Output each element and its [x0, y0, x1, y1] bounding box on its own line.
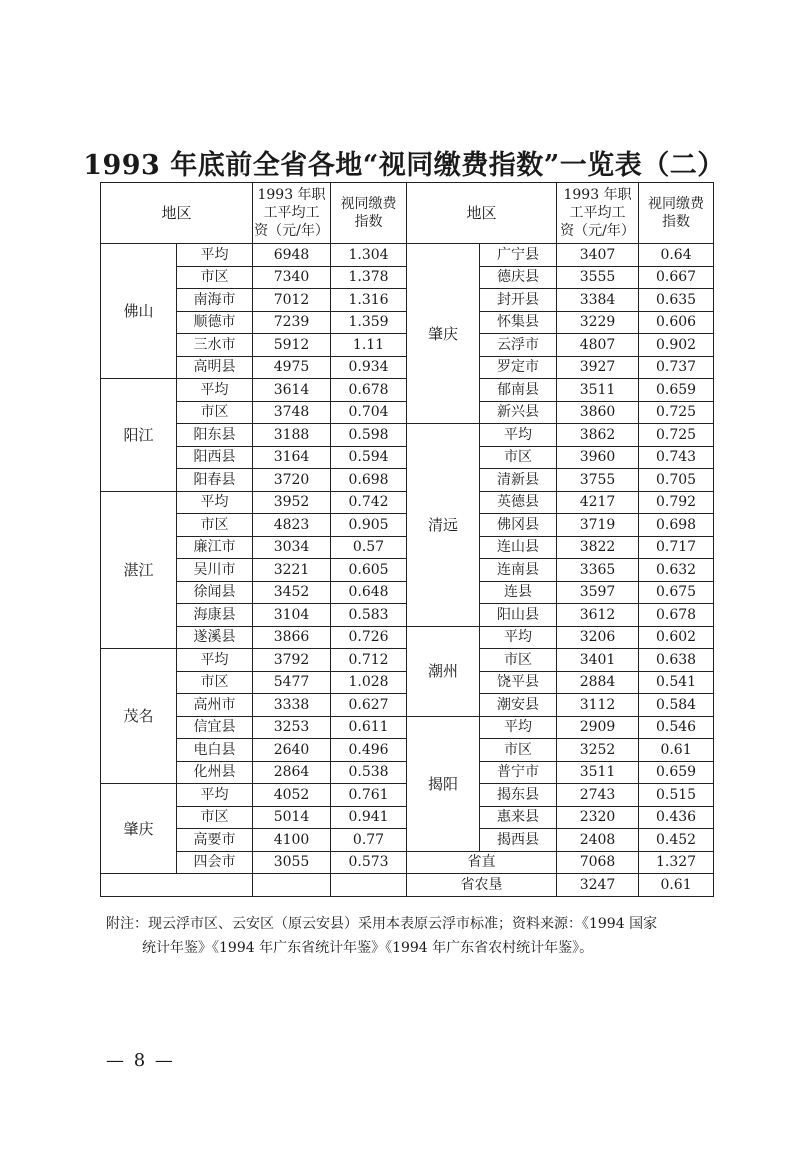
- subregion-cell: 平均: [177, 379, 253, 402]
- region-group-cell: 清远: [407, 424, 480, 627]
- wage-cell: 3338: [253, 694, 331, 717]
- subregion-cell: 新兴县: [480, 401, 557, 424]
- wage-cell: 3720: [253, 469, 331, 492]
- header-wage-line: 工平均工: [569, 205, 626, 221]
- header-wage: [253, 183, 331, 244]
- wage-cell: 3511: [557, 379, 639, 402]
- wage-cell: 3614: [253, 379, 331, 402]
- subregion-cell: 罗定市: [480, 356, 557, 379]
- header-index-line: 视同缴费: [648, 196, 705, 212]
- subregion-cell: 海康县: [177, 604, 253, 627]
- subregion-cell: 平均: [480, 424, 557, 447]
- index-cell: 1.327: [639, 851, 714, 874]
- subregion-cell: 市区: [480, 739, 557, 762]
- wage-cell: 7012: [253, 289, 331, 312]
- wage-cell: 7239: [253, 311, 331, 334]
- subregion-cell: 高州市: [177, 694, 253, 717]
- index-cell: 0.546: [639, 716, 714, 739]
- subregion-cell: 市区: [177, 401, 253, 424]
- index-cell: 0.61: [639, 874, 714, 897]
- index-cell: 0.57: [331, 536, 407, 559]
- wage-cell: 3384: [557, 289, 639, 312]
- region-group-cell: 揭阳: [407, 716, 480, 851]
- subregion-cell: 连县: [480, 581, 557, 604]
- wage-cell: 2743: [557, 784, 639, 807]
- subregion-cell: 高明县: [177, 356, 253, 379]
- subregion-cell: 封开县: [480, 289, 557, 312]
- table-row: [101, 244, 714, 267]
- index-cell: 0.638: [639, 649, 714, 672]
- subregion-cell: 云浮市: [480, 334, 557, 357]
- subregion-cell: 省直: [407, 851, 557, 874]
- subregion-cell: 清新县: [480, 469, 557, 492]
- index-cell: 0.573: [331, 851, 407, 874]
- wage-cell: 6948: [253, 244, 331, 267]
- wage-cell: 3860: [557, 401, 639, 424]
- subregion-cell: 平均: [480, 716, 557, 739]
- table-row: [101, 716, 714, 739]
- index-cell: 0.725: [639, 424, 714, 447]
- subregion-cell: 顺德市: [177, 311, 253, 334]
- index-cell: 0.667: [639, 266, 714, 289]
- subregion-cell: 英德县: [480, 491, 557, 514]
- index-cell: 0.659: [639, 761, 714, 784]
- index-cell: 0.605: [331, 559, 407, 582]
- subregion-cell: 饶平县: [480, 671, 557, 694]
- index-cell: 1.359: [331, 311, 407, 334]
- index-cell: 1.316: [331, 289, 407, 312]
- index-cell: 0.606: [639, 311, 714, 334]
- wage-cell: 3719: [557, 514, 639, 537]
- wage-cell: 5014: [253, 806, 331, 829]
- subregion-cell: 化州县: [177, 761, 253, 784]
- subregion-cell: 市区: [480, 649, 557, 672]
- subregion-cell: 市区: [480, 446, 557, 469]
- footnote: [106, 912, 716, 960]
- index-cell: 0.761: [331, 784, 407, 807]
- wage-cell: 3597: [557, 581, 639, 604]
- table-row: [101, 626, 714, 649]
- subregion-cell: 吴川市: [177, 559, 253, 582]
- header-wage-line: 资（元/年）: [254, 223, 329, 239]
- subregion-cell: 平均: [177, 784, 253, 807]
- index-cell: 0.452: [639, 829, 714, 852]
- index-cell: 1.11: [331, 334, 407, 357]
- header-region: 地区: [101, 183, 253, 244]
- wage-cell: 7068: [557, 851, 639, 874]
- subregion-cell: 平均: [177, 649, 253, 672]
- subregion-cell: 阳春县: [177, 469, 253, 492]
- wage-cell: 2320: [557, 806, 639, 829]
- region-group-cell: 佛山: [101, 244, 177, 379]
- index-cell: 0.726: [331, 626, 407, 649]
- table-row: [101, 424, 714, 447]
- wage-cell: 2864: [253, 761, 331, 784]
- region-group-cell: 潮州: [407, 626, 480, 716]
- subregion-cell: 市区: [177, 514, 253, 537]
- subregion-cell: 郁南县: [480, 379, 557, 402]
- table-row: [101, 874, 714, 897]
- index-cell: 0.632: [639, 559, 714, 582]
- subregion-cell: 遂溪县: [177, 626, 253, 649]
- wage-cell: 5912: [253, 334, 331, 357]
- region-group-cell: 湛江: [101, 491, 177, 649]
- wage-cell: 3792: [253, 649, 331, 672]
- table-row: [101, 851, 714, 874]
- subregion-cell: 揭东县: [480, 784, 557, 807]
- index-cell: 0.635: [639, 289, 714, 312]
- index-cell: 0.77: [331, 829, 407, 852]
- index-cell: 0.678: [331, 379, 407, 402]
- wage-cell: 4823: [253, 514, 331, 537]
- index-cell: 0.678: [639, 604, 714, 627]
- index-cell: 0.538: [331, 761, 407, 784]
- subregion-cell: 信宜县: [177, 716, 253, 739]
- wage-cell: 3927: [557, 356, 639, 379]
- index-cell: 1.028: [331, 671, 407, 694]
- index-cell: 1.304: [331, 244, 407, 267]
- index-cell: 0.705: [639, 469, 714, 492]
- wage-cell: 3188: [253, 424, 331, 447]
- subregion-cell: 平均: [177, 244, 253, 267]
- subregion-cell: 市区: [177, 266, 253, 289]
- region-group-cell: 茂名: [101, 649, 177, 784]
- wage-cell: 3952: [253, 491, 331, 514]
- subregion-cell: 阳山县: [480, 604, 557, 627]
- table-header-row: [101, 183, 714, 244]
- wage-cell: 3221: [253, 559, 331, 582]
- subregion-cell: 佛冈县: [480, 514, 557, 537]
- wage-cell: 3748: [253, 401, 331, 424]
- header-wage-line: 工平均工: [263, 205, 320, 221]
- region-group-cell: 阳江: [101, 379, 177, 492]
- wage-cell: 2408: [557, 829, 639, 852]
- wage-cell: 4807: [557, 334, 639, 357]
- wage-cell: 5477: [253, 671, 331, 694]
- header-index-line: 视同缴费: [340, 196, 397, 212]
- subregion-cell: 揭西县: [480, 829, 557, 852]
- wage-cell: 4052: [253, 784, 331, 807]
- index-cell: 1.378: [331, 266, 407, 289]
- subregion-cell: 市区: [177, 806, 253, 829]
- subregion-cell: 惠来县: [480, 806, 557, 829]
- index-cell: 0.743: [639, 446, 714, 469]
- index-cell: [331, 874, 407, 897]
- region-group-cell: 肇庆: [407, 244, 480, 424]
- subregion-cell: 平均: [177, 491, 253, 514]
- subregion-cell: 连南县: [480, 559, 557, 582]
- index-cell: 0.515: [639, 784, 714, 807]
- index-cell: 0.725: [639, 401, 714, 424]
- wage-cell: 2909: [557, 716, 639, 739]
- index-cell: 0.698: [639, 514, 714, 537]
- wage-cell: 3034: [253, 536, 331, 559]
- wage-cell: 3112: [557, 694, 639, 717]
- wage-cell: 2884: [557, 671, 639, 694]
- subregion-cell: 四会市: [177, 851, 253, 874]
- index-cell: 0.61: [639, 739, 714, 762]
- region-group-cell: 肇庆: [101, 784, 177, 874]
- wage-cell: 3055: [253, 851, 331, 874]
- wage-cell: 3401: [557, 649, 639, 672]
- subregion-cell: 连山县: [480, 536, 557, 559]
- wage-cell: 3555: [557, 266, 639, 289]
- wage-cell: 3229: [557, 311, 639, 334]
- index-cell: 0.941: [331, 806, 407, 829]
- subregion-cell: 潮安县: [480, 694, 557, 717]
- index-cell: 0.792: [639, 491, 714, 514]
- subregion-cell: 市区: [177, 671, 253, 694]
- index-cell: 0.594: [331, 446, 407, 469]
- wage-cell: 4100: [253, 829, 331, 852]
- index-cell: 0.712: [331, 649, 407, 672]
- index-cell: 0.541: [639, 671, 714, 694]
- contribution-index-table: [100, 182, 714, 897]
- page-title: 1993 年底前全省各地“视同缴费指数”一览表（二）: [83, 150, 725, 181]
- index-cell: 0.698: [331, 469, 407, 492]
- index-cell: 0.64: [639, 244, 714, 267]
- index-cell: 0.583: [331, 604, 407, 627]
- empty-cell: [101, 874, 253, 897]
- header-wage-line: 1993 年职: [257, 187, 326, 203]
- index-cell: 0.737: [639, 356, 714, 379]
- wage-cell: 3452: [253, 581, 331, 604]
- subregion-cell: 怀集县: [480, 311, 557, 334]
- subregion-cell: 德庆县: [480, 266, 557, 289]
- index-cell: 0.934: [331, 356, 407, 379]
- wage-cell: 4975: [253, 356, 331, 379]
- index-cell: 0.675: [639, 581, 714, 604]
- wage-cell: 3862: [557, 424, 639, 447]
- subregion-cell: 南海市: [177, 289, 253, 312]
- index-cell: 0.905: [331, 514, 407, 537]
- header-index: [331, 183, 407, 244]
- subregion-cell: 三水市: [177, 334, 253, 357]
- subregion-cell: 普宁市: [480, 761, 557, 784]
- index-cell: 0.436: [639, 806, 714, 829]
- header-wage-line: 1993 年职: [563, 187, 632, 203]
- wage-cell: 3206: [557, 626, 639, 649]
- subregion-cell: 平均: [480, 626, 557, 649]
- subregion-cell: 省农垦: [407, 874, 557, 897]
- wage-cell: 3252: [557, 739, 639, 762]
- footnote-line-1: 附注：现云浮市区、云安区（原云安县）采用本表原云浮市标准；资料来源：《1994 国家: [106, 916, 658, 932]
- header-region: 地区: [407, 183, 557, 244]
- wage-cell: 3960: [557, 446, 639, 469]
- wage-cell: 3164: [253, 446, 331, 469]
- wage-cell: 3866: [253, 626, 331, 649]
- footnote-line-2: 统计年鉴》《1994 年广东省统计年鉴》《1994 年广东省农村统计年鉴》。: [142, 940, 594, 956]
- index-cell: 0.602: [639, 626, 714, 649]
- subregion-cell: 广宁县: [480, 244, 557, 267]
- wage-cell: 3612: [557, 604, 639, 627]
- index-cell: 0.902: [639, 334, 714, 357]
- header-index-line: 指数: [354, 214, 383, 230]
- header-index-line: 指数: [662, 214, 691, 230]
- subregion-cell: 徐闻县: [177, 581, 253, 604]
- index-cell: 0.648: [331, 581, 407, 604]
- header-wage: [557, 183, 639, 244]
- subregion-cell: 高要市: [177, 829, 253, 852]
- wage-cell: [253, 874, 331, 897]
- wage-cell: 3365: [557, 559, 639, 582]
- index-cell: 0.627: [331, 694, 407, 717]
- wage-cell: 4217: [557, 491, 639, 514]
- index-cell: 0.584: [639, 694, 714, 717]
- index-cell: 0.598: [331, 424, 407, 447]
- subregion-cell: 阳西县: [177, 446, 253, 469]
- subregion-cell: 廉江市: [177, 536, 253, 559]
- index-cell: 0.659: [639, 379, 714, 402]
- wage-cell: 3822: [557, 536, 639, 559]
- wage-cell: 3247: [557, 874, 639, 897]
- wage-cell: 3253: [253, 716, 331, 739]
- index-cell: 0.496: [331, 739, 407, 762]
- index-cell: 0.717: [639, 536, 714, 559]
- wage-cell: 7340: [253, 266, 331, 289]
- wage-cell: 3407: [557, 244, 639, 267]
- wage-cell: 3104: [253, 604, 331, 627]
- index-cell: 0.611: [331, 716, 407, 739]
- subregion-cell: 阳东县: [177, 424, 253, 447]
- header-index: [639, 183, 714, 244]
- header-wage-line: 资（元/年）: [560, 223, 635, 239]
- page-number: — 8 —: [106, 1050, 175, 1071]
- index-cell: 0.742: [331, 491, 407, 514]
- wage-cell: 2640: [253, 739, 331, 762]
- wage-cell: 3755: [557, 469, 639, 492]
- wage-cell: 3511: [557, 761, 639, 784]
- index-cell: 0.704: [331, 401, 407, 424]
- subregion-cell: 电白县: [177, 739, 253, 762]
